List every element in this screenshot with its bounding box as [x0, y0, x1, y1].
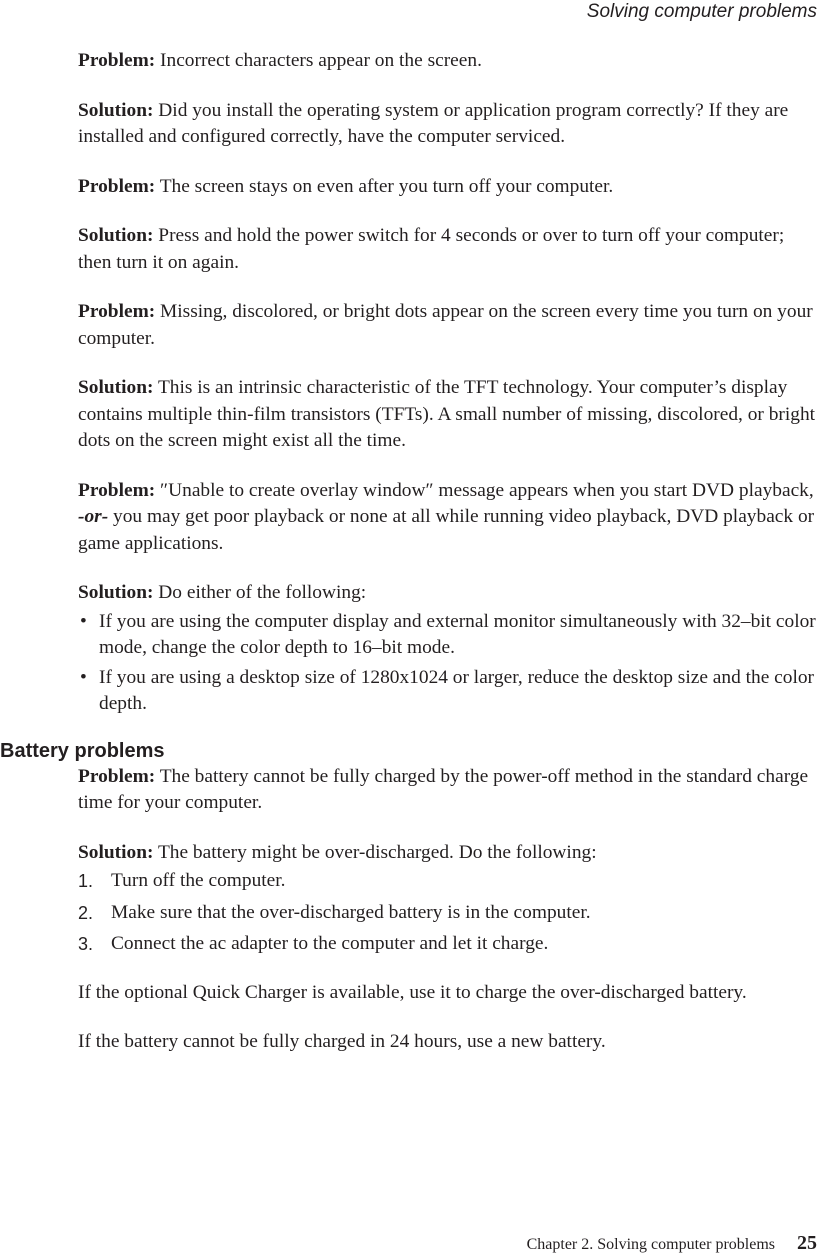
bullet-text: If you are using the computer display and external monitor simultaneously with 32–bit color mode, change the color depth to 16–bit mode.: [99, 610, 816, 658]
page-number: 25: [797, 1232, 817, 1254]
quick-charger-note: If the optional Quick Charger is available, use it to charge the over-discharged battery.: [78, 981, 747, 1003]
step-number: 2.: [78, 902, 94, 923]
bullet-icon: •: [80, 610, 87, 632]
step-item: [78, 868, 818, 895]
running-header-title: Solving computer problems: [586, 1, 817, 22]
step-item: [78, 900, 818, 927]
problem-text: The screen stays on even after you turn off your computer.: [159, 175, 614, 197]
problem-label: Problem:: [78, 175, 156, 197]
solution-label: Solution:: [78, 225, 154, 246]
problem-text: Missing, discolored, or bright dots appear on the screen every time you turn on your computer.: [78, 301, 813, 349]
solution-text: This is an intrinsic characteristic of the TFT technology. Your computer’s display contains multiple thin-film transistors (TFTs). A small number of missing, discolored, or bright dots on the screen might exist all the time.: [78, 377, 816, 451]
bullet-text: If you are using a desktop size of 1280x1024 or larger, reduce the desktop size and the color depth.: [99, 666, 815, 714]
battery-solution-paragraph: [78, 840, 818, 867]
step-number: 1.: [78, 871, 94, 891]
problem-label: Problem:: [78, 765, 156, 787]
overlay-solution-bullet-list: [78, 609, 818, 718]
bullet-item: [78, 665, 818, 718]
solution-label: Solution:: [78, 99, 154, 121]
battery-problem-text: The battery cannot be fully charged by the power-off method in the standard charge time for your computer.: [78, 765, 809, 813]
solution-label: Solution:: [78, 582, 154, 603]
problem-paragraph: [78, 48, 818, 75]
overlay-problem-text-before: ″Unable to create overlay window″ message appears when you start DVD playback,: [160, 479, 814, 501]
step-text: Make sure that the over-discharged battery is in the computer.: [111, 901, 591, 923]
solution-label: Solution:: [78, 377, 154, 398]
overlay-problem-paragraph: [78, 478, 818, 558]
step-number: 3.: [78, 934, 94, 954]
step-text: Connect the ac adapter to the computer and let it charge.: [111, 933, 549, 954]
problem-text: Incorrect characters appear on the screen.: [160, 50, 482, 71]
problem-label: Problem:: [78, 479, 156, 501]
solution-paragraph: [78, 223, 818, 276]
overlay-solution-paragraph: [78, 580, 818, 607]
bullet-icon: •: [80, 666, 87, 688]
solution-label: Solution:: [78, 841, 154, 863]
step-item: [78, 931, 818, 958]
battery-section-heading: Battery problems: [0, 739, 165, 762]
page-content: [0, 48, 818, 1079]
solution-paragraph: [78, 375, 818, 455]
solution-text: Press and hold the power switch for 4 seconds or over to turn off your computer; then turn it on again.: [78, 225, 785, 273]
overlay-problem-text-after: you may get poor playback or none at all while running video playback, DVD playback or game applications.: [78, 506, 815, 554]
solution-paragraph: [78, 98, 818, 151]
problem-paragraph: [78, 174, 818, 201]
battery-steps-list: [78, 868, 818, 958]
battery-problem-paragraph: [78, 764, 818, 817]
problem-paragraph: [78, 299, 818, 352]
overlay-solution-intro: Do either of the following:: [158, 582, 367, 603]
step-text: Turn off the computer.: [111, 870, 286, 891]
or-separator: -or-: [78, 506, 109, 527]
battery-solution-text: The battery might be over-discharged. Do the following:: [157, 841, 597, 863]
page-footer: [527, 1232, 817, 1256]
solution-text: Did you install the operating system or application program correctly? If they are installed and configured correctly, have the computer serviced.: [78, 99, 789, 147]
replace-battery-note: If the battery cannot be fully charged in 24 hours, use a new battery.: [78, 1031, 606, 1052]
footer-chapter-title: Chapter 2. Solving computer problems: [526, 1236, 775, 1253]
problem-label: Problem:: [78, 50, 156, 71]
problem-label: Problem:: [78, 301, 156, 322]
bullet-item: [78, 609, 818, 662]
